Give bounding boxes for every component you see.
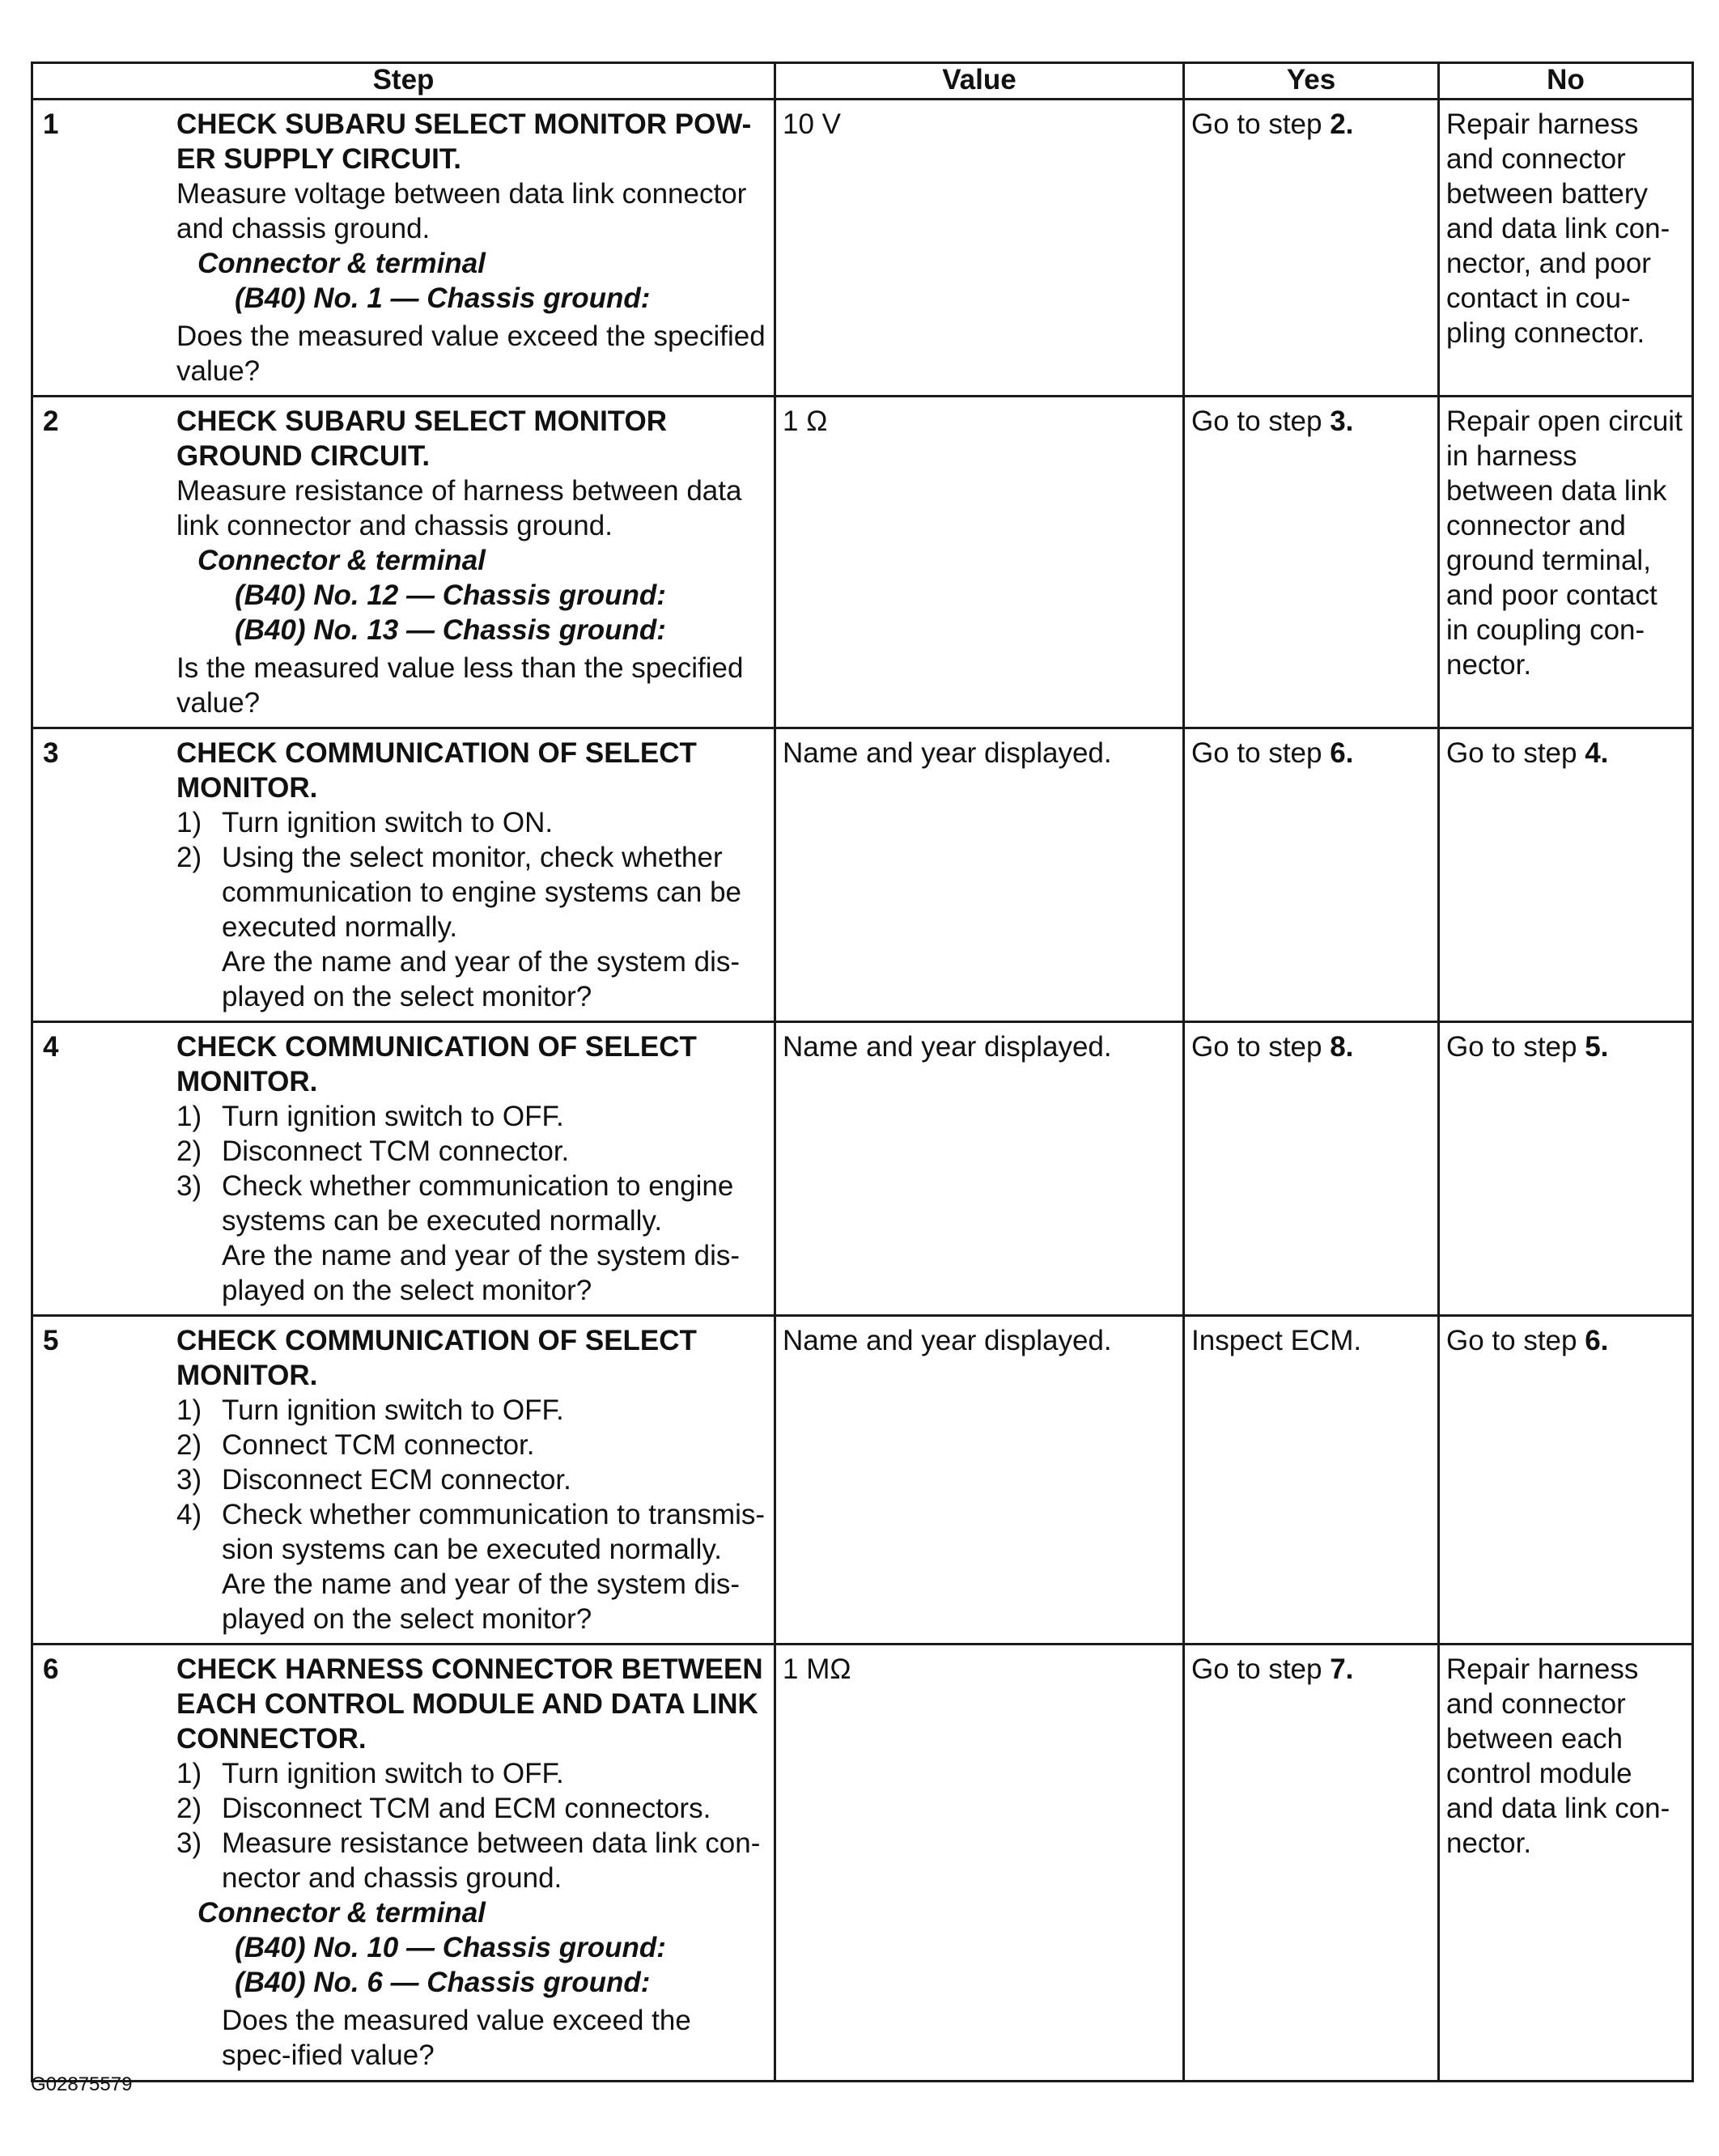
value-cell: 10 V [775,100,1184,397]
yes-text: Go to step [1191,737,1331,769]
terminal-spec: (B40) No. 12 — Chassis ground: [235,579,666,611]
item-number: 2) [176,1429,202,1461]
step-question: Does the measured value exceed the specified value? [176,320,766,387]
yes-step: 2. [1330,108,1354,140]
value-cell: 1 MΩ [775,1645,1184,2082]
no-cell: Repair harness and connector between each control module and data link con-nector. [1439,1645,1693,2082]
item-text: Turn ignition switch to OFF. [222,1758,564,1789]
yes-text: Go to step [1191,1031,1331,1063]
no-text: Go to step [1446,1325,1585,1356]
step-cell [32,1645,775,2082]
item-text: Turn ignition switch to OFF. [222,1394,564,1426]
table-row [32,1645,1693,2082]
no-text: Go to step [1446,737,1585,769]
item-number: 4) [176,1499,202,1530]
item-text: Connect TCM connector. [222,1429,535,1461]
list-item [176,1393,767,1428]
item-text: Disconnect TCM connector. [222,1135,570,1167]
step-description: Measure voltage between data link connector and chassis ground. [176,178,747,244]
list-item [176,1428,767,1462]
list-item [176,840,767,944]
terminal-spec: (B40) No. 10 — Chassis ground: [235,1932,666,1963]
step-title: CHECK COMMUNICATION OF SELECT MONITOR. [176,1031,697,1097]
item-text: Disconnect TCM and ECM connectors. [222,1793,711,1824]
table-row [32,728,1693,1022]
yes-cell [1184,100,1439,397]
no-cell: Repair harness and connector between battery and data link con-nector, and poor contact in cou-pling connector. [1439,100,1693,397]
yes-step: 6. [1330,737,1354,769]
step-question: Does the measured value exceed the spec-ified value? [222,2005,691,2071]
step-question: Is the measured value less than the specified value? [176,652,744,719]
terminal-spec: (B40) No. 6 — Chassis ground: [235,1967,651,1998]
item-number: 1) [176,1101,202,1132]
item-text: Check whether communication to engine systems can be executed normally. [222,1170,734,1237]
header-value: Value [775,63,1184,100]
list-item [176,1791,767,1826]
value-cell: Name and year displayed. [775,1316,1184,1645]
yes-cell: Inspect ECM. [1184,1316,1439,1645]
yes-step: 7. [1330,1653,1354,1685]
no-cell [1439,1316,1693,1645]
terminal-spec: (B40) No. 13 — Chassis ground: [235,614,666,646]
item-number: 2) [176,1135,202,1167]
value-cell: Name and year displayed. [775,1022,1184,1316]
table-row [32,100,1693,397]
yes-cell [1184,728,1439,1022]
table-row [32,397,1693,728]
list-item [176,1099,767,1134]
step-cell [32,397,775,728]
list-item [176,1497,767,1567]
list-item [176,805,767,840]
item-number: 3) [176,1827,202,1859]
yes-cell [1184,1022,1439,1316]
yes-text: Go to step [1191,108,1331,140]
list-item [176,1134,767,1169]
step-cell [32,1022,775,1316]
diagnostic-sheet [31,62,1691,2082]
yes-text: Go to step [1191,405,1331,437]
value-cell: Name and year displayed. [775,728,1184,1022]
step-title: CHECK SUBARU SELECT MONITOR GROUND CIRCUIT. [176,405,668,472]
item-number: 3) [176,1170,202,1202]
procedure-list [176,1099,767,1238]
procedure-list [176,805,767,944]
table-row [32,1316,1693,1645]
yes-step: 3. [1330,405,1354,437]
no-cell [1439,728,1693,1022]
step-number: 6 [43,1653,59,1685]
step-title: CHECK SUBARU SELECT MONITOR POW-ER SUPPLY CIRCUIT. [176,108,752,175]
connector-label: Connector & terminal [197,1897,486,1929]
yes-step: 8. [1330,1031,1354,1063]
terminal-spec: (B40) No. 1 — Chassis ground: [235,282,651,314]
item-number: 1) [176,1758,202,1789]
header-no: No [1439,63,1693,100]
list-item [176,1826,767,1895]
yes-cell [1184,1645,1439,2082]
item-text: Measure resistance between data link con-nector and chassis ground. [222,1827,761,1894]
no-step: 6. [1585,1325,1609,1356]
table-row [32,1022,1693,1316]
connector-label: Connector & terminal [197,545,486,576]
no-step: 5. [1585,1031,1609,1063]
item-number: 2) [176,842,202,873]
list-item [176,1169,767,1238]
list-item [176,1756,767,1791]
item-text: Turn ignition switch to ON. [222,807,554,838]
yes-text: Go to step [1191,1653,1331,1685]
step-number: 4 [43,1031,59,1063]
step-cell [32,100,775,397]
step-cell [32,1316,775,1645]
item-text: Using the select monitor, check whether communication to engine systems can be executed normally. [222,842,741,943]
step-number: 5 [43,1325,59,1356]
value-cell: 1 Ω [775,397,1184,728]
step-question: Are the name and year of the system dis-played on the select monitor? [222,1568,741,1635]
item-text: Disconnect ECM connector. [222,1464,571,1496]
step-description: Measure resistance of harness between data link connector and chassis ground. [176,475,742,541]
item-text: Turn ignition switch to OFF. [222,1101,564,1132]
list-item [176,1462,767,1497]
item-number: 1) [176,1394,202,1426]
diagnostic-table [31,62,1694,2082]
item-number: 1) [176,807,202,838]
step-question: Are the name and year of the system dis-played on the select monitor? [222,946,741,1012]
step-question: Are the name and year of the system dis-played on the select monitor? [222,1240,741,1306]
header-yes: Yes [1184,63,1439,100]
no-step: 4. [1585,737,1609,769]
connector-label: Connector & terminal [197,248,486,279]
procedure-list [176,1393,767,1567]
step-number: 2 [43,405,59,437]
step-cell [32,728,775,1022]
procedure-list [176,1756,767,1895]
step-number: 1 [43,108,59,140]
item-number: 3) [176,1464,202,1496]
no-text: Go to step [1446,1031,1585,1063]
header-row [32,63,1693,100]
step-title: CHECK HARNESS CONNECTOR BETWEEN EACH CONTROL MODULE AND DATA LINK CONNECTOR. [176,1653,763,1755]
step-title: CHECK COMMUNICATION OF SELECT MONITOR. [176,1325,697,1391]
figure-code: G02875579 [31,2073,133,2095]
item-text: Check whether communication to transmis-sion systems can be executed normally. [222,1499,766,1565]
step-number: 3 [43,737,59,769]
header-step: Step [32,63,775,100]
no-cell: Repair open circuit in harness between data link connector and ground terminal, and poor contact in coupling con-nector. [1439,397,1693,728]
no-cell [1439,1022,1693,1316]
item-number: 2) [176,1793,202,1824]
step-title: CHECK COMMUNICATION OF SELECT MONITOR. [176,737,697,804]
yes-cell [1184,397,1439,728]
